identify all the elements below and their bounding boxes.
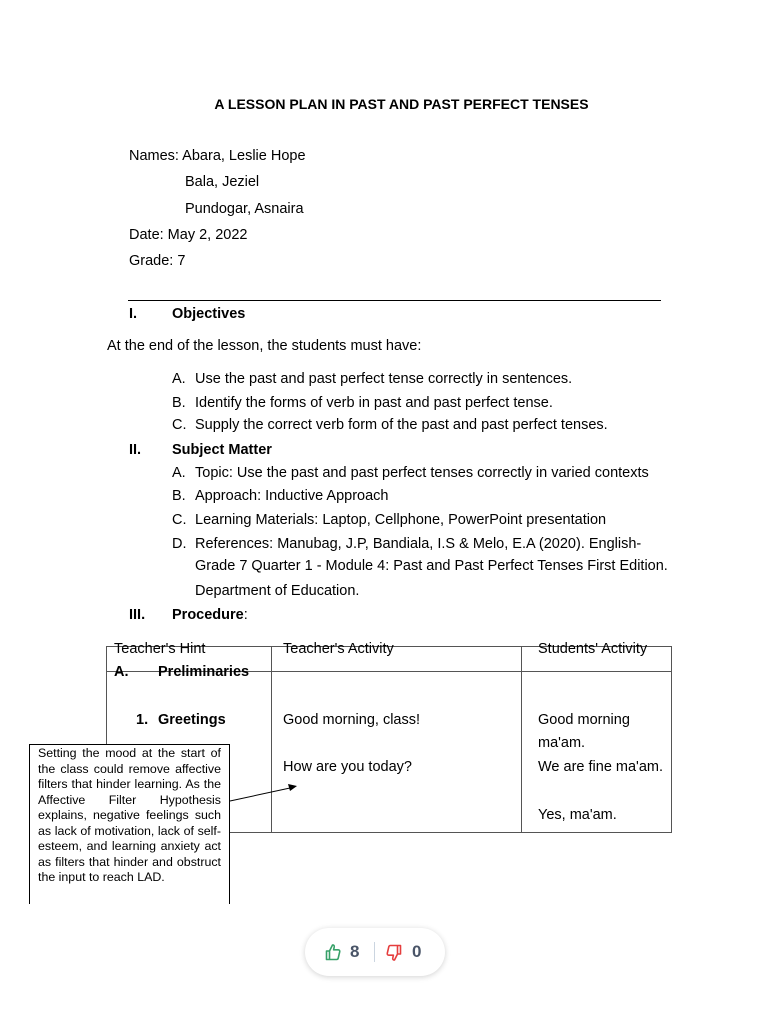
objective-letter: A. bbox=[172, 371, 186, 387]
column-header-teacher: Teacher's Activity bbox=[283, 641, 394, 657]
subject-text: Approach: Inductive Approach bbox=[195, 488, 389, 504]
student-line: We are fine ma'am. bbox=[538, 759, 663, 775]
subject-heading: Subject Matter bbox=[172, 442, 272, 458]
vote-separator bbox=[374, 942, 375, 962]
procedure-heading-line bbox=[172, 607, 248, 623]
date-line: Date: May 2, 2022 bbox=[129, 227, 248, 243]
teacher-hint-note: Setting the mood at the start of the class could remove affective filters that hinder learning. As the Affective Filter Hypothesis explains, negative feelings such as lack of motivation, lack of self-esteem, and learning anxiety act as filters that hinder and obstruct the input to reach LAD. bbox=[29, 744, 230, 904]
objective-text: Use the past and past perfect tense correctly in sentences. bbox=[195, 371, 573, 387]
subject-letter: B. bbox=[172, 488, 186, 504]
subject-text: Learning Materials: Laptop, Cellphone, PowerPoint presentation bbox=[195, 512, 607, 528]
procedure-heading: Procedure bbox=[172, 607, 244, 623]
procedure-colon: : bbox=[243, 607, 248, 623]
upvote-count: 8 bbox=[350, 942, 360, 961]
student-line: Yes, ma'am. bbox=[538, 807, 617, 823]
name-3: Pundogar, Asnaira bbox=[185, 201, 304, 217]
student-line: ma'am. bbox=[538, 735, 586, 751]
table-divider bbox=[521, 647, 522, 832]
subject-letter: D. bbox=[172, 536, 187, 552]
student-line: Good morning bbox=[538, 712, 630, 728]
procedure-numeral: III. bbox=[129, 607, 146, 623]
objective-text: Identify the forms of verb in past and past perfect tense. bbox=[195, 395, 553, 411]
downvote-count: 0 bbox=[412, 942, 422, 961]
thumbs-down-button[interactable] bbox=[386, 944, 402, 962]
name-2: Bala, Jeziel bbox=[185, 174, 260, 190]
vote-widget bbox=[305, 928, 445, 976]
objectives-numeral: I. bbox=[129, 306, 138, 322]
column-header-students: Students' Activity bbox=[538, 641, 648, 657]
thumbs-down-icon bbox=[386, 944, 402, 962]
table-divider bbox=[271, 647, 272, 832]
objective-letter: C. bbox=[172, 417, 187, 433]
section-letter: A. bbox=[114, 664, 129, 680]
objectives-heading: Objectives bbox=[172, 306, 246, 322]
grade-line: Grade: 7 bbox=[129, 253, 186, 269]
step-title: Greetings bbox=[158, 712, 226, 728]
subject-letter: A. bbox=[172, 465, 186, 481]
subject-text-cont: Grade 7 Quarter 1 - Module 4: Past and Past Perfect Tenses First Edition. bbox=[195, 558, 668, 574]
subject-text-cont: Department of Education. bbox=[195, 583, 360, 599]
thumbs-up-button[interactable] bbox=[325, 943, 341, 961]
teacher-line: Good morning, class! bbox=[283, 712, 421, 728]
objective-letter: B. bbox=[172, 395, 186, 411]
subject-text: References: Manubag, J.P, Bandiala, I.S & Melo, E.A (2020). English- bbox=[195, 536, 642, 552]
horizontal-rule bbox=[128, 300, 661, 301]
subject-letter: C. bbox=[172, 512, 187, 528]
subject-text: Topic: Use the past and past perfect tenses correctly in varied contexts bbox=[195, 465, 649, 481]
section-title: Preliminaries bbox=[158, 664, 250, 680]
column-header-hint: Teacher's Hint bbox=[114, 641, 206, 657]
objectives-intro: At the end of the lesson, the students must have: bbox=[107, 338, 422, 354]
names-line: Names: Abara, Leslie Hope bbox=[129, 148, 306, 164]
teacher-line: How are you today? bbox=[283, 759, 412, 775]
step-number: 1. bbox=[136, 712, 149, 728]
objective-text: Supply the correct verb form of the past and past perfect tenses. bbox=[195, 417, 608, 433]
document-title: A LESSON PLAN IN PAST AND PAST PERFECT TENSES bbox=[214, 96, 589, 112]
subject-numeral: II. bbox=[129, 442, 142, 458]
thumbs-up-icon bbox=[325, 943, 341, 961]
